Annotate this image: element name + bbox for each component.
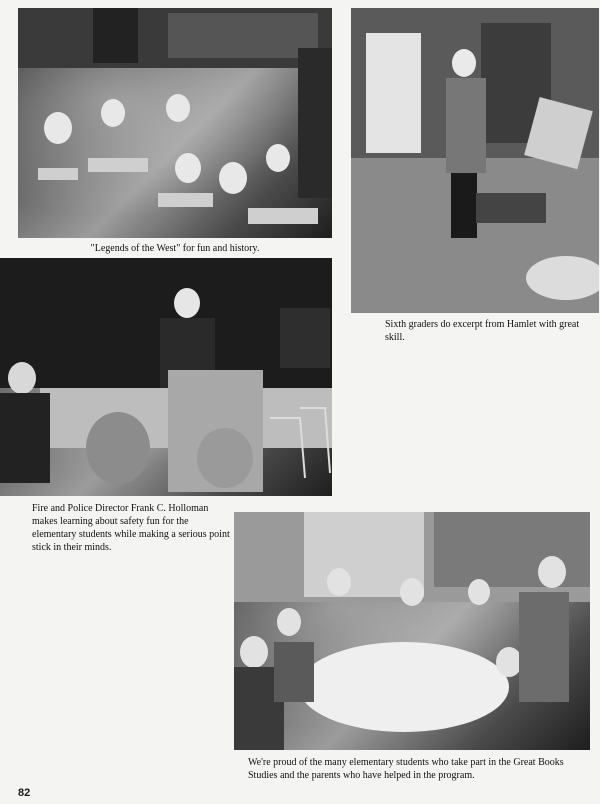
safety-talk-photo [0,258,332,496]
great-books-caption: We're proud of the many elementary students who take part in the Great Books Studies and the parents who have helped in the program. [248,757,564,781]
safety-talk-caption: Fire and Police Director Frank C. Holloman makes learning about safety fun for the elementary students while making a serious point stick in their minds. [32,503,230,553]
great-books-photo [234,512,590,750]
hamlet-performance-caption: Sixth graders do excerpt from Hamlet with great skill. [385,319,580,343]
page-number: 82 [18,787,31,799]
classroom-reading-caption: "Legends of the West" for fun and history. [90,243,260,254]
classroom-reading-photo [18,8,332,238]
hamlet-performance-photo [351,8,599,313]
